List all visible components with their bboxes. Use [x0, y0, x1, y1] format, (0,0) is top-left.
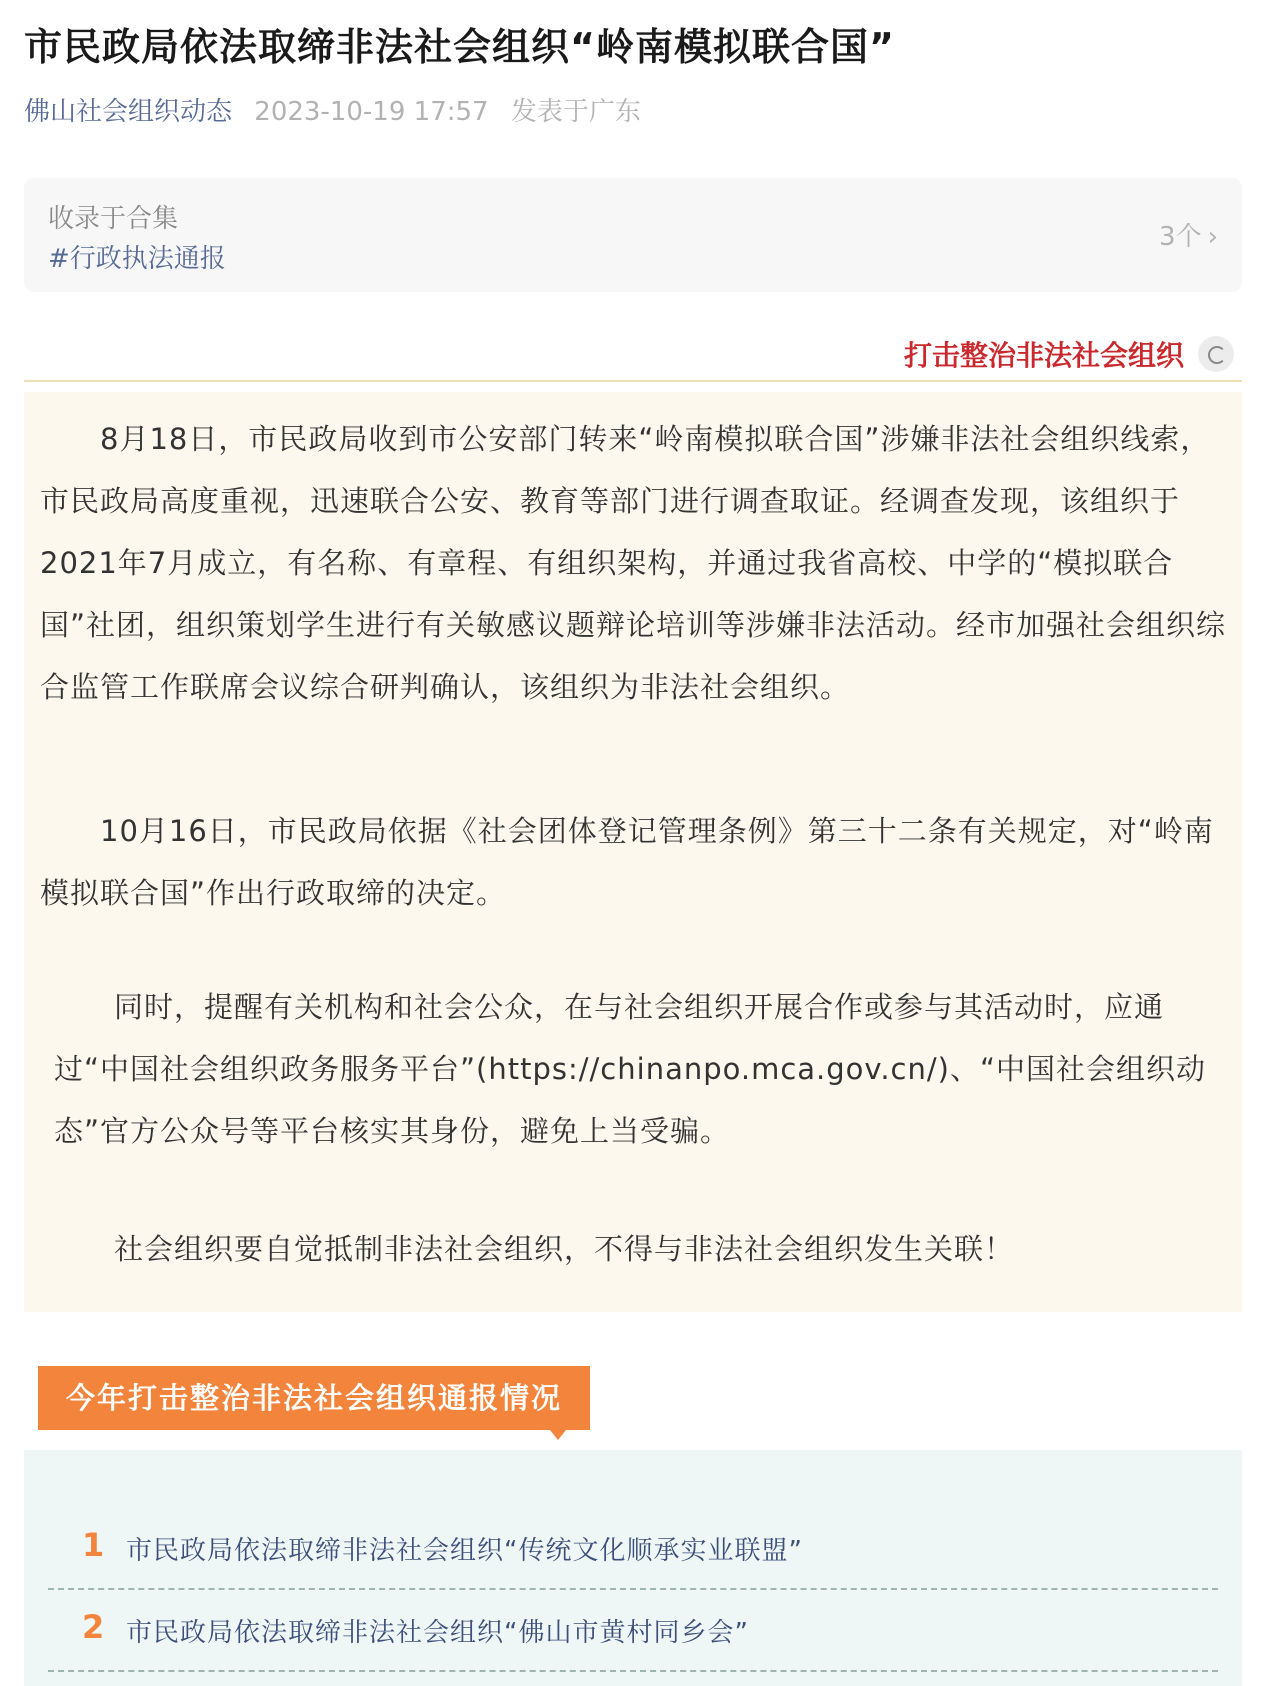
collection-tag-link[interactable]: #行政执法通报 [48, 244, 226, 274]
article-meta [24, 92, 655, 132]
report-item-number: 1 [82, 1526, 105, 1564]
article-title: 市民政局依法取缔非法社会组织“岭南模拟联合国” [24, 25, 895, 69]
section-header [24, 332, 1242, 382]
publish-datetime: 2023-10-19 17:57 [254, 97, 489, 127]
chevron-right-icon: › [1207, 222, 1218, 252]
collection-card[interactable] [24, 178, 1242, 292]
publish-location: 发表于广东 [510, 97, 641, 127]
content-paragraph: 同时，提醒有关机构和社会公众，在与社会组织开展合作或参与其活动时，应通过“中国社会组织政务服务平台”(https://chinanpo.mca.gov.cn/)、“中国社会组织动态”官方公众号等平台核实其身份，避免上当受骗。 [54, 990, 1206, 1148]
report-list [24, 1450, 1242, 1686]
report-list-item[interactable] [48, 1590, 1218, 1672]
loading-icon [1198, 336, 1234, 372]
report-item-link[interactable]: 市民政局依法取缔非法社会组织“传统文化顺承实业联盟” [126, 1536, 803, 1566]
report-item-number: 2 [82, 1608, 105, 1646]
report-list-item[interactable] [48, 1508, 1218, 1590]
report-item-link[interactable]: 市民政局依法取缔非法社会组织“佛山市黄村同乡会” [126, 1618, 749, 1648]
collection-count[interactable] [1159, 216, 1218, 253]
account-name-link[interactable]: 佛山社会组织动态 [24, 97, 233, 127]
section-header-title: 打击整治非法社会组织 [903, 339, 1184, 372]
content-paragraph: 10月16日，市民政局依据《社会团体登记管理条例》第三十二条有关规定，对“岭南模拟联合国”作出行政取缔的决定。 [40, 814, 1214, 910]
report-list-heading: 今年打击整治非法社会组织通报情况 [38, 1366, 590, 1430]
collection-label: 收录于合集 [48, 204, 179, 234]
article-content [24, 392, 1242, 1312]
content-paragraph: 社会组织要自觉抵制非法社会组织，不得与非法社会组织发生关联！ [114, 1232, 1015, 1266]
content-paragraph: 8月18日，市民政局收到市公安部门转来“岭南模拟联合国”涉嫌非法社会组织线索，市民政局高度重视，迅速联合公安、教育等部门进行调查取证。经调查发现，该组织于2021年7月成立，有名称、有章程、有组织架构，并通过我省高校、中学的“模拟联合国”社团，组织策划学生进行有关敏感议题辩论培训等涉嫌非法活动。经市加强社会组织综合监管工作联席会议综合研判确认，该组织为非法社会组织。 [40, 422, 1227, 704]
collection-count-text: 3个 [1159, 222, 1202, 252]
